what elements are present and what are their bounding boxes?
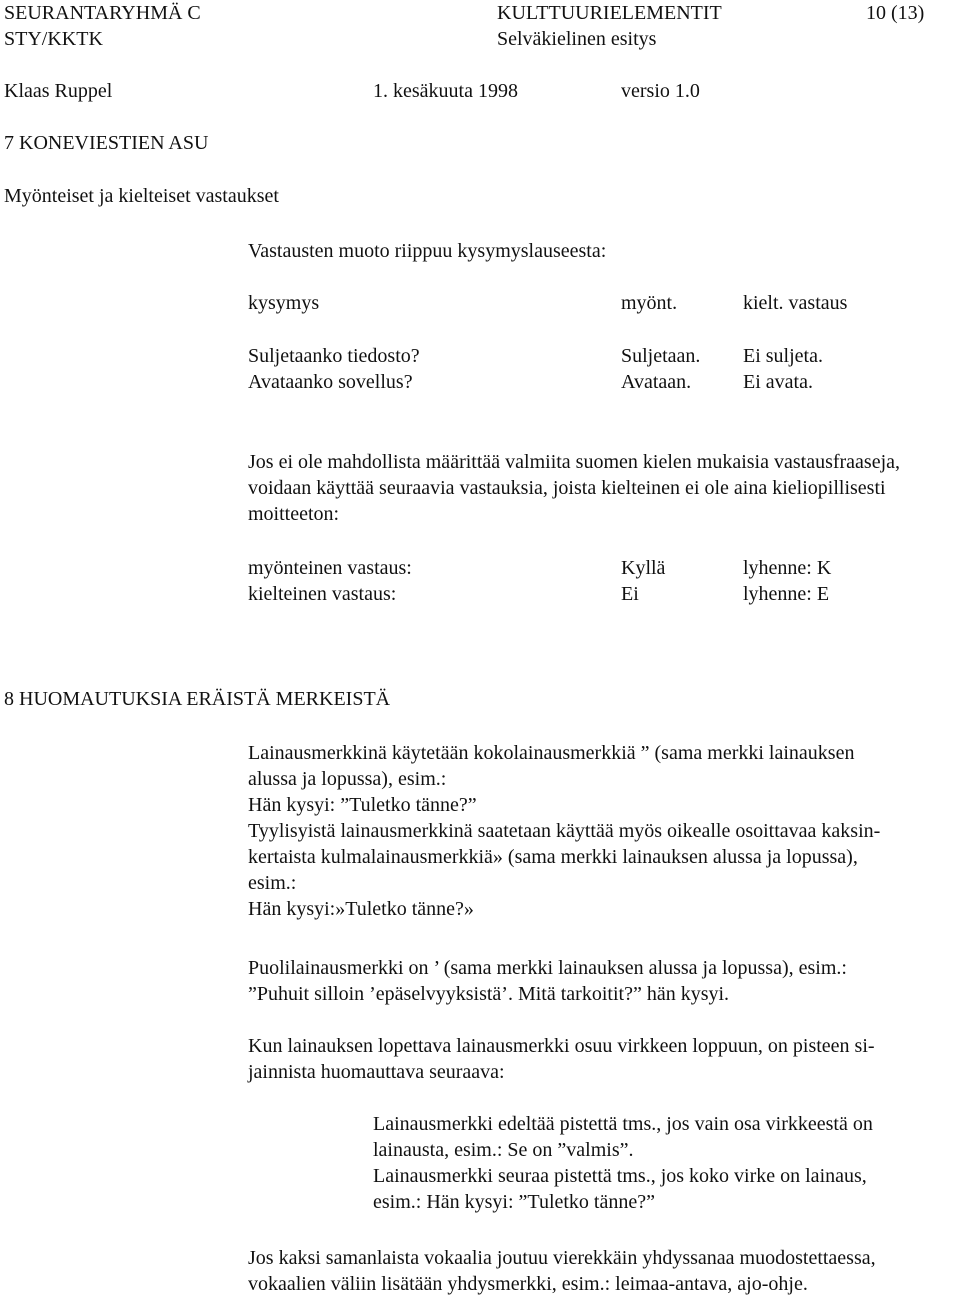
section-8-heading: 8 HUOMAUTUKSIA ERÄISTÄ MERKEISTÄ [4,688,391,710]
section-7-subheading: Myönteiset ja kielteiset vastaukset [4,185,279,207]
text-line: lainausta, esim.: Se on ”valmis”. [373,1139,634,1161]
table-cell: Suljetaanko tiedosto? [248,345,420,367]
section-7-intro: Vastausten muoto riippuu kysymyslauseesta: [248,240,607,262]
text-line: Tyylisyistä lainausmerkkinä saatetaan käyttää myös oikealle osoittavaa kaksin- [248,820,881,842]
table-header-positive: myönt. [621,292,678,314]
table-cell: Ei avata. [743,371,813,393]
quotation-marks-paragraph [248,740,958,922]
text-line: vokaalien väliin lisätään yhdysmerkki, esim.: leimaa-antava, ajo-ohje. [248,1273,808,1295]
header-date: 1. kesäkuuta 1998 [373,80,518,102]
header-author: Klaas Ruppel [4,80,113,102]
text-line: alussa ja lopussa), esim.: [248,768,447,790]
text-line: Lainausmerkkinä käytetään kokolainausmerkkiä ” (sama merkki lainauksen [248,742,855,764]
hyphen-paragraph [248,1245,958,1297]
header-title: KULTTUURIELEMENTIT [497,2,722,24]
header-unit: STY/KKTK [4,28,103,50]
header-version: versio 1.0 [621,80,700,102]
text-line: moitteeton: [248,503,340,525]
text-line: kertaista kulmalainausmerkkiä» (sama merkki lainauksen alussa ja lopussa), [248,846,858,868]
text-line: Lainausmerkki seuraa pistettä tms., jos koko virke on lainaus, [373,1165,867,1187]
table-header-negative: kielt. vastaus [743,292,848,314]
table-cell: Ei suljeta. [743,345,823,367]
section-7-paragraph [248,449,958,527]
period-placement-paragraph [248,1033,958,1085]
table-cell: Avataanko sovellus? [248,371,413,393]
text-line: esim.: [248,872,297,894]
text-line: Kun lainauksen lopettava lainausmerkki osuu virkkeen loppuun, on pisteen si- [248,1035,875,1057]
table-cell: Suljetaan. [621,345,701,367]
text-line: jainnista huomauttava seuraava: [248,1061,505,1083]
text-line: Puolilainausmerkki on ’ (sama merkki lainauksen alussa ja lopussa), esim.: [248,957,847,979]
period-placement-rules [373,1111,958,1215]
table-cell: myönteinen vastaus: [248,557,412,579]
text-line: esim.: Hän kysyi: ”Tuletko tänne?” [373,1191,655,1213]
table-cell: lyhenne: E [743,583,830,605]
table-header-question: kysymys [248,292,320,314]
text-line: voidaan käyttää seuraavia vastauksia, joista kielteinen ei ole aina kieliopillisesti [248,477,886,499]
text-line: Jos kaksi samanlaista vokaalia joutuu vierekkäin yhdyssanaa muodostettaessa, [248,1247,876,1269]
table-cell: Avataan. [621,371,692,393]
section-7-heading: 7 KONEVIESTIEN ASU [4,132,209,154]
page-number: 10 (13) [866,2,925,24]
text-line: ”Puhuit silloin ’epäselvyyksistä’. Mitä tarkoitit?” hän kysyi. [248,983,730,1005]
text-line: Hän kysyi: ”Tuletko tänne?” [248,794,477,816]
half-quotation-paragraph [248,955,958,1007]
header-subtitle: Selväkielinen esitys [497,28,657,50]
header-org: SEURANTARYHMÄ C [4,2,201,24]
table-cell: kielteinen vastaus: [248,583,397,605]
text-line: Hän kysyi:»Tuletko tänne?» [248,898,474,920]
table-cell: Kyllä [621,557,666,579]
text-line: Jos ei ole mahdollista määrittää valmiita suomen kielen mukaisia vastausfraaseja, [248,451,901,473]
table-cell: lyhenne: K [743,557,832,579]
table-cell: Ei [621,583,639,605]
text-line: Lainausmerkki edeltää pistettä tms., jos vain osa virkkeestä on [373,1113,873,1135]
